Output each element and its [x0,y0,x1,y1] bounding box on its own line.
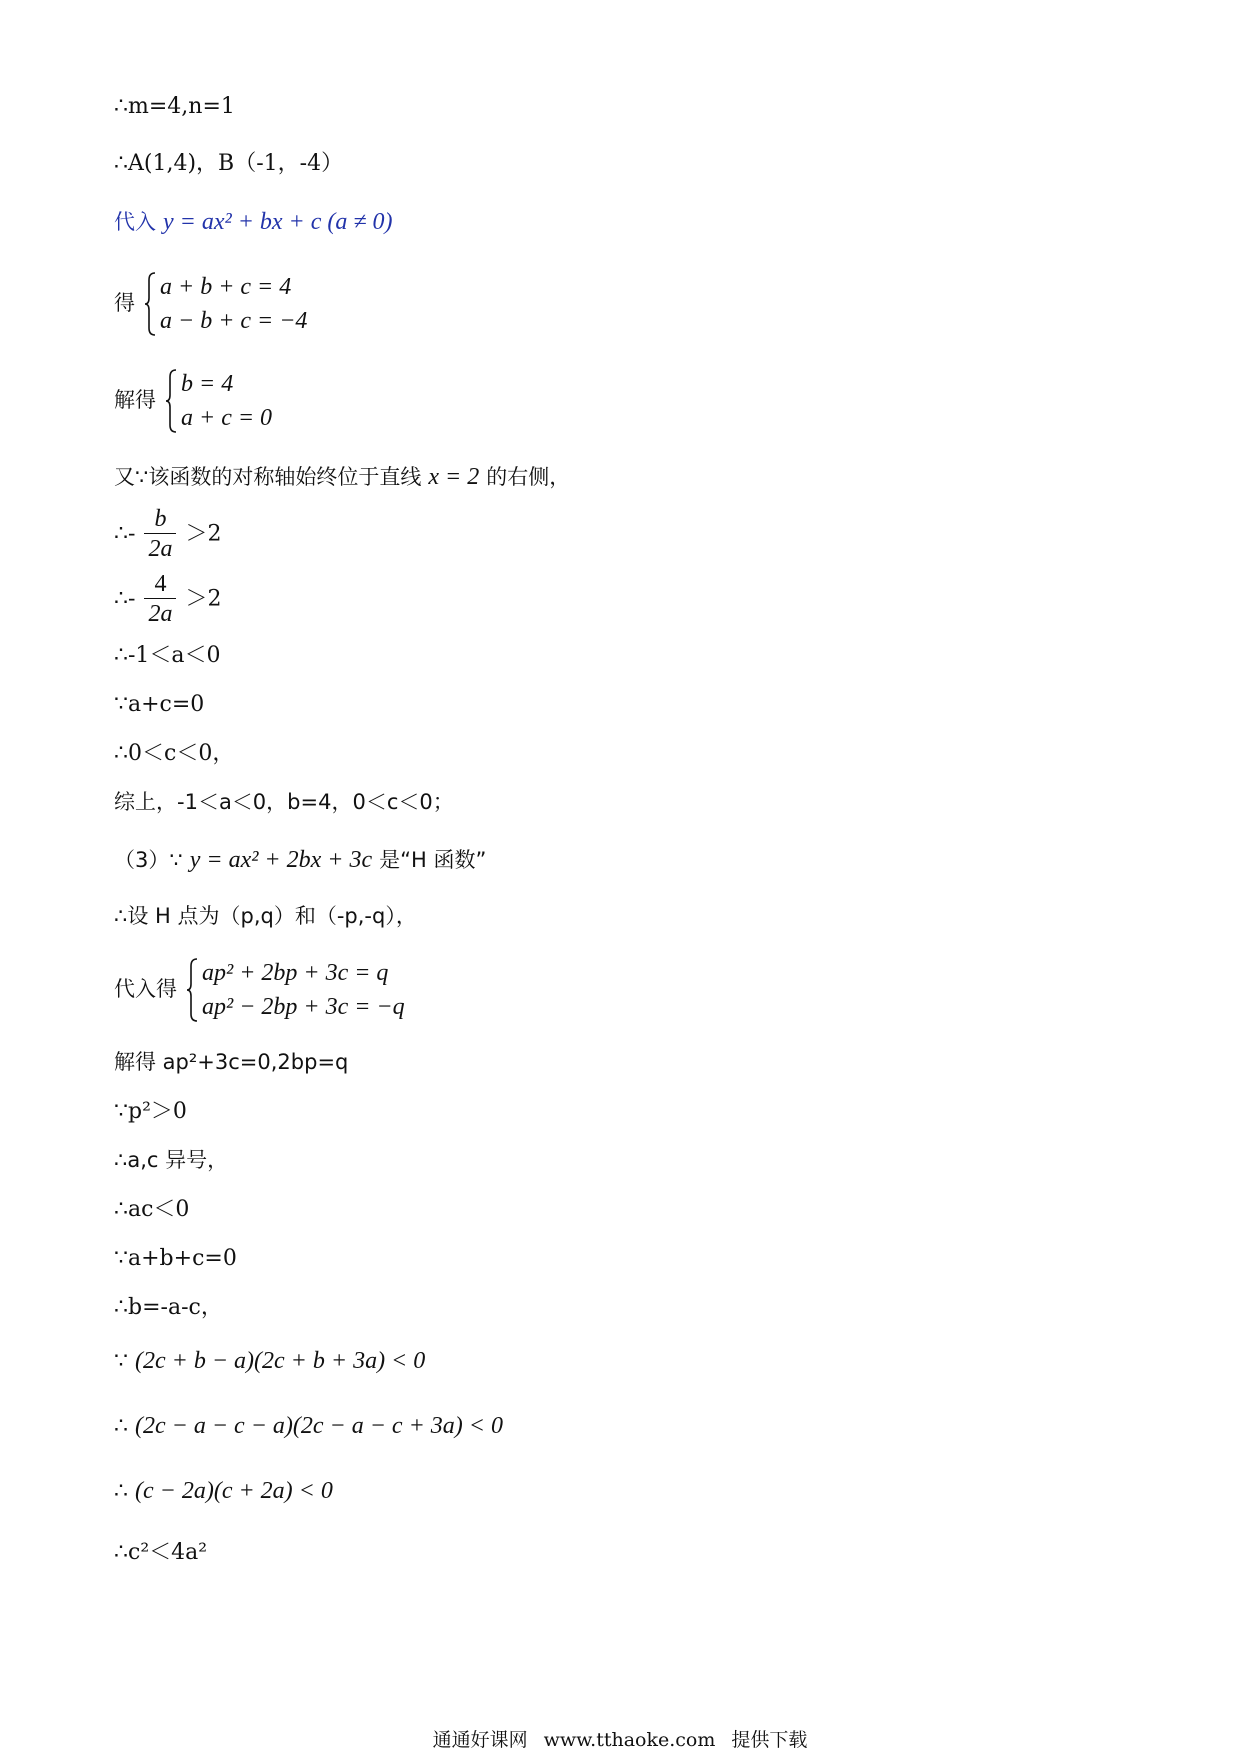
footer-url[interactable]: www.tthaoke.com [543,1729,716,1751]
p-squared-text: ∵p²＞0 [114,1099,187,1124]
system-3-label: 代入得 [114,977,177,1001]
conclusion-text: ∴c²＜4a² [114,1540,208,1565]
quadratic-formula: y = ax² + bx + c (a ≠ 0) [163,209,393,235]
fraction-b-denominator: 2a [148,536,173,562]
axis-condition-math: x = 2 [428,464,480,490]
line-points-a-b-text: ∴A(1,4)，B（-1，-4） [114,151,344,176]
line-fraction-4 [114,570,221,629]
page-footer [0,1725,1240,1752]
line-p-squared [114,1099,187,1125]
line-m-n [114,94,235,120]
c-range-text: ∴0＜c＜0， [114,741,235,766]
line-h-points [114,904,417,930]
line-a-range [114,643,221,669]
line-c-range [114,741,234,767]
system-1-row-1: a + b + c = 4 [160,274,292,300]
brace-icon [186,958,198,1022]
fraction-4-suffix: ＞2 [185,586,222,612]
product-2-formula: (2c − a − c − a)(2c − a − c + 3a) < 0 [135,1413,503,1439]
line-conclusion [114,1540,207,1566]
line-substitute [114,208,393,237]
footer-site-name: 通通好课网 [432,1729,528,1751]
product-2-prefix: ∴ [114,1414,128,1439]
fraction-4-denominator: 2a [148,601,173,627]
line-b-value [114,1295,223,1321]
equation-system-2 [165,367,272,435]
system-1-row-2: a − b + c = −4 [160,308,308,334]
line-solve-ap [114,1050,348,1076]
brace-icon [144,272,156,336]
line-system-2 [114,367,272,435]
line-product-2 [114,1412,503,1441]
system-2-label: 解得 [114,388,156,412]
line-axis-condition [114,463,570,492]
product-3-formula: (c − 2a)(c + 2a) < 0 [135,1478,333,1504]
system-3-row-1: ap² + 2bp + 3c = q [202,960,389,986]
brace-icon [165,369,177,433]
substitute-label: 代入 [114,210,156,234]
ac-text: ∴ac＜0 [114,1197,190,1222]
product-3-prefix: ∴ [114,1479,128,1504]
line-system-1 [114,270,307,338]
line-m-n-text: ∴m=4,n=1 [114,94,235,119]
line-product-3 [114,1477,333,1506]
solve-ap-text: 解得 ap²+3c=0,2bp=q [114,1050,349,1074]
axis-condition-text-b: 的右侧， [486,465,571,489]
product-1-formula: (2c + b − a)(2c + b + 3a) < 0 [135,1348,426,1374]
part-3-formula: y = ax² + 2bx + 3c [189,847,373,873]
line-opposite-signs [114,1148,228,1174]
abc-sum-text: ∵a+b+c=0 [114,1246,237,1271]
line-fraction-b [114,505,221,564]
line-ac [114,1197,189,1223]
a-range-text: ∴-1＜a＜0 [114,643,221,668]
system-2-row-1: b = 4 [181,371,234,397]
h-points-text: ∴设 H 点为（p,q）和（-p,-q）， [114,904,417,928]
fraction-b-suffix: ＞2 [185,521,222,547]
fraction-4-numerator: 4 [154,571,167,597]
system-3-row-2: ap² − 2bp + 3c = −q [202,994,405,1020]
part-3-prefix: （3）∵ [114,848,183,872]
footer-download-text: 提供下载 [731,1729,808,1751]
a-plus-c-text: ∵a+c=0 [114,692,205,717]
system-2-row-2: a + c = 0 [181,405,273,431]
equation-system-3 [186,956,405,1024]
fraction-4-prefix: ∴- [114,586,136,612]
fraction-b [144,505,176,564]
line-product-1 [114,1347,425,1376]
system-1-label: 得 [114,291,135,315]
fraction-b-prefix: ∴- [114,521,136,547]
line-points-a-b [114,151,343,177]
line-summary [114,790,454,816]
equation-system-1 [144,270,307,338]
summary-text: 综上，-1＜a＜0，b=4，0＜c＜0； [114,790,454,814]
product-1-prefix: ∵ [114,1349,128,1374]
part-3-suffix: 是“H 函数” [379,848,487,872]
line-part-3 [114,846,486,875]
line-abc-sum [114,1246,237,1272]
axis-condition-text-a: 又∵该函数的对称轴始终位于直线 [114,465,422,489]
opposite-signs-text: ∴a,c 异号， [114,1148,229,1172]
fraction-4 [144,570,176,629]
b-value-text: ∴b=-a-c， [114,1295,223,1320]
line-system-3 [114,956,405,1024]
fraction-b-numerator: b [154,506,167,532]
line-a-plus-c [114,692,204,718]
